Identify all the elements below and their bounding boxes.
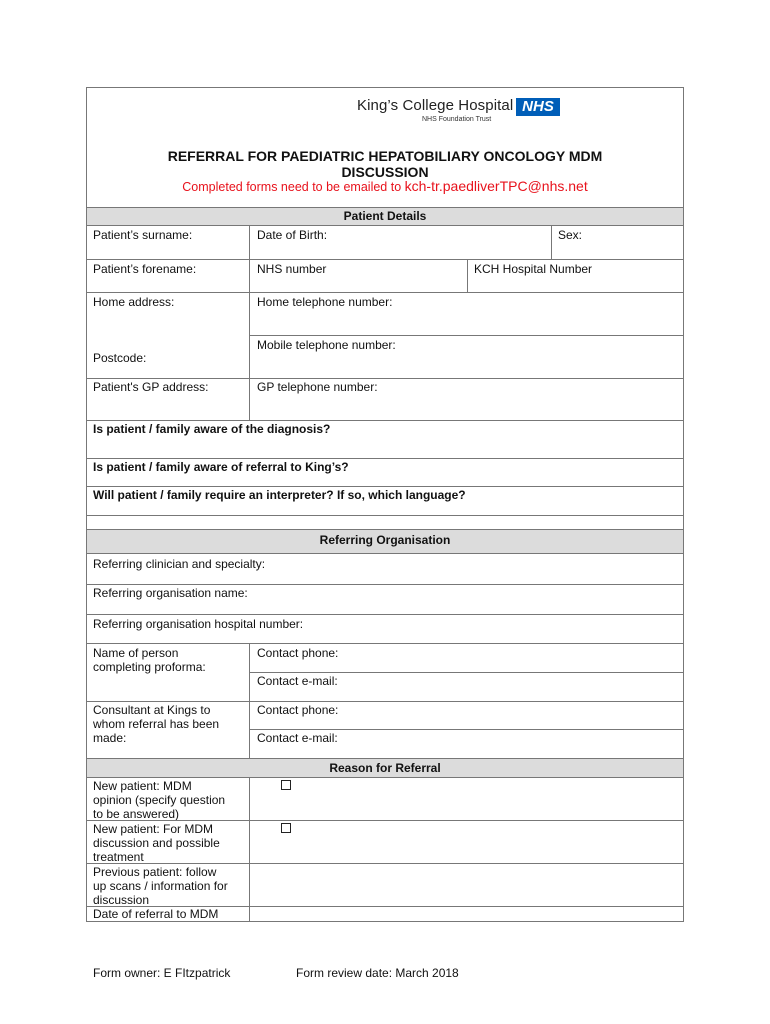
postcode-label: Postcode: — [93, 351, 147, 365]
gp-phone-label: GP telephone number: — [257, 380, 378, 394]
question-referral: Is patient / family aware of referral to King’s? — [93, 460, 349, 474]
question-interpreter: Will patient / family require an interpreter? If so, which language? — [93, 488, 466, 502]
form-owner: Form owner: E FItzpatrick — [93, 966, 231, 980]
reason-option-3-line-1: Previous patient: follow — [93, 865, 217, 879]
person-label-line-2: completing proforma: — [93, 660, 206, 674]
instruction — [87, 178, 683, 194]
clinician-label: Referring clinician and specialty: — [93, 557, 266, 571]
referral-form — [86, 87, 684, 922]
section-reason-for-referral: Reason for Referral — [87, 758, 683, 778]
checkbox-new-patient-mdm-treatment[interactable] — [281, 823, 291, 833]
sex-label: Sex: — [558, 228, 583, 242]
form-review-date: Form review date: March 2018 — [296, 966, 459, 980]
surname-label: Patient’s surname: — [93, 228, 193, 242]
section-patient-details: Patient Details — [87, 207, 683, 226]
reason-option-3-line-3: discussion — [93, 893, 150, 907]
consultant-label-line-3: made: — [93, 731, 127, 745]
kch-number-label: KCH Hospital Number — [474, 262, 593, 276]
nhs-number-label: NHS number — [257, 262, 327, 276]
checkbox-new-patient-mdm-opinion[interactable] — [281, 780, 291, 790]
consultant-email-label: Contact e-mail: — [257, 731, 338, 745]
home-phone-label: Home telephone number: — [257, 295, 393, 309]
reason-option-2-line-3: treatment — [93, 850, 144, 864]
contact-email-label: Contact e-mail: — [257, 674, 338, 688]
title-line-2: DISCUSSION — [341, 164, 429, 180]
consultant-label-line-1: Consultant at Kings to — [93, 703, 211, 717]
reason-option-3-line-2: up scans / information for — [93, 879, 228, 893]
contact-phone-label: Contact phone: — [257, 646, 339, 660]
title-line-1: REFERRAL FOR PAEDIATRIC HEPATOBILIARY ONCOLOGY MDM — [167, 148, 603, 164]
dob-field[interactable] — [249, 226, 551, 259]
forename-label: Patient’s forename: — [93, 262, 197, 276]
email-address[interactable]: kch-tr.paedliverTPC@nhs.net — [404, 178, 588, 194]
section-referring-organisation: Referring Organisation — [87, 529, 683, 554]
hospital-number-label: Referring organisation hospital number: — [93, 617, 304, 631]
mobile-label: Mobile telephone number: — [257, 338, 396, 352]
referral-date-label: Date of referral to MDM — [93, 907, 219, 921]
reason-option-1-line-1: New patient: MDM — [93, 779, 192, 793]
question-diagnosis: Is patient / family aware of the diagnosis? — [93, 422, 331, 436]
reason-option-2-line-2: discussion and possible — [93, 836, 220, 850]
consultant-label-line-2: whom referral has been — [93, 717, 220, 731]
nhs-logo: NHS — [516, 98, 560, 116]
form-title — [87, 148, 683, 180]
person-label-line-1: Name of person — [93, 646, 179, 660]
instruction-text: Completed forms need to be emailed to — [182, 180, 405, 194]
consultant-phone-label: Contact phone: — [257, 703, 339, 717]
address-label: Home address: — [93, 295, 175, 309]
hospital-name: King’s College Hospital — [357, 97, 514, 114]
reason-option-2-line-1: New patient: For MDM — [93, 822, 214, 836]
reason-option-1-line-3: to be answered) — [93, 807, 180, 821]
gp-address-label: Patient's GP address: — [93, 380, 209, 394]
trust-name: NHS Foundation Trust — [422, 116, 492, 123]
dob-label: Date of Birth: — [257, 228, 328, 242]
org-name-label: Referring organisation name: — [93, 586, 248, 600]
reason-option-1-line-2: opinion (specify question — [93, 793, 226, 807]
